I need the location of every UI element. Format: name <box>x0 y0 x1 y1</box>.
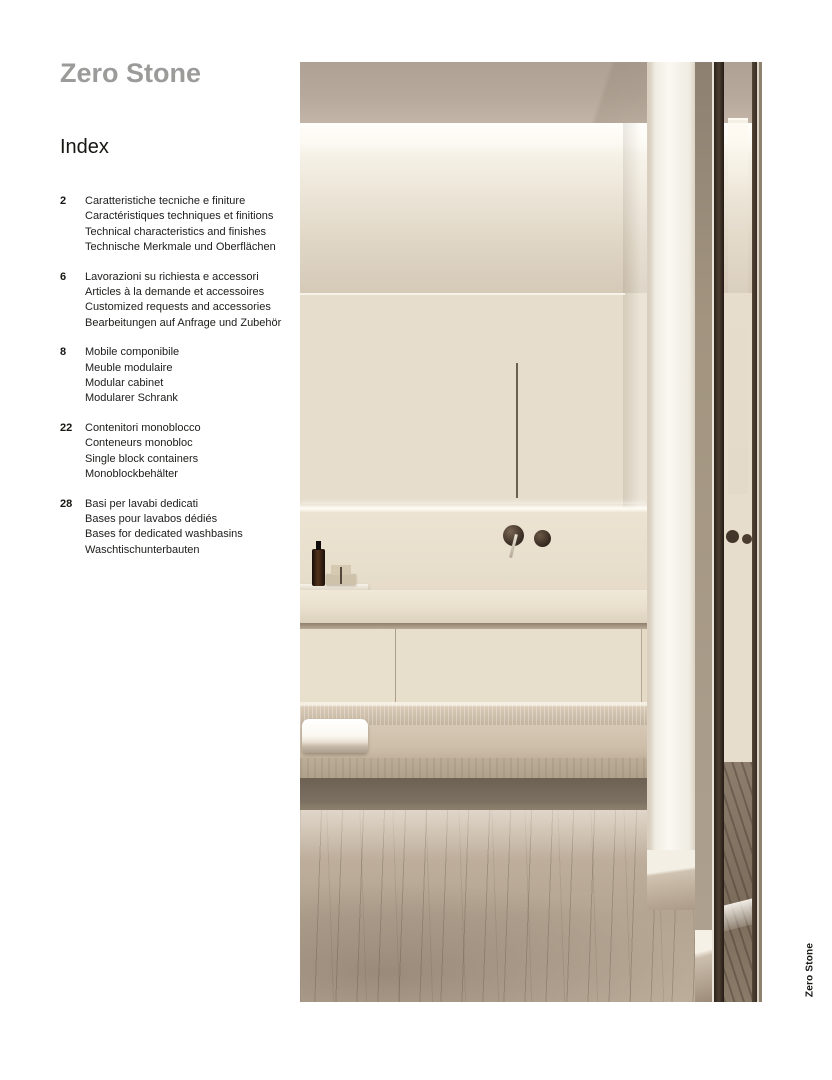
toc-line-fr: Caractéristiques techniques et finitions <box>85 210 274 223</box>
photo-partition-baseboard <box>695 930 712 1002</box>
toc-entry-lines <box>85 270 281 332</box>
toc-entry-accessories[interactable] <box>60 270 295 332</box>
toc-page-number: 8 <box>60 346 67 359</box>
toc-entry-lines <box>85 421 201 483</box>
photo-soap-bottle <box>312 549 325 586</box>
toc-page-number: 28 <box>60 497 73 510</box>
photo-reflected-faucet-a <box>726 530 739 543</box>
photo-mirror-top-edge <box>300 293 625 295</box>
photo-stone-drawer-fronts <box>300 629 653 702</box>
photo-wall-corner-shade <box>623 123 647 511</box>
toc-line-fr: Conteneurs monobloc <box>85 437 193 450</box>
toc-line-it: Mobile componibile <box>85 346 180 359</box>
index-heading: Index <box>60 136 109 158</box>
photo-folded-towel <box>302 719 368 753</box>
toc-line-en: Technical characteristics and finishes <box>85 225 266 238</box>
toc-page-number: 2 <box>60 195 67 207</box>
toc-line-fr: Bases pour lavabos dédiés <box>85 512 218 525</box>
toc-line-de: Modularer Schrank <box>85 392 178 405</box>
toc-entry-monoblock-containers[interactable] <box>60 421 295 483</box>
photo-bench-front <box>300 758 647 778</box>
photo-faucet-handle <box>534 530 551 547</box>
toc-line-it: Contenitori monoblocco <box>85 421 201 434</box>
photo-soap-dish-slot <box>340 567 342 584</box>
photo-mirror-bottom-light <box>300 504 647 512</box>
photo-partition-wall-edge <box>695 62 712 930</box>
index-column <box>60 58 295 572</box>
photo-reflected-faucet-b <box>742 534 752 544</box>
catalog-photo <box>300 62 762 1002</box>
toc-line-en: Single block containers <box>85 452 199 465</box>
toc-line-de: Bearbeitungen auf Anfrage und Zubehör <box>85 316 282 329</box>
toc-line-en: Modular cabinet <box>85 377 164 390</box>
toc-line-de: Waschtischunterbauten <box>85 543 200 556</box>
photo-white-pillar <box>647 62 695 862</box>
photo-bench-shadow <box>300 778 647 812</box>
toc-entry-lines <box>85 194 276 256</box>
toc-line-fr: Meuble modulaire <box>85 361 173 374</box>
photo-soap-bottle-cap <box>316 541 321 550</box>
toc-line-it: Caratteristiche tecniche e finiture <box>85 195 246 207</box>
vertical-brand-label: Zero Stone <box>804 942 816 998</box>
toc-entry-lines <box>85 345 179 407</box>
toc-line-de: Technische Merkmale und Oberflächen <box>85 241 276 254</box>
toc-entry-modular-cabinet[interactable] <box>60 345 295 407</box>
toc-line-en: Customized requests and accessories <box>85 301 271 314</box>
photo-mirror-reflected-handle <box>516 363 518 498</box>
toc-line-it: Lavorazioni su richiesta e accessori <box>85 270 259 283</box>
toc-entry-washbasin-bases[interactable] <box>60 497 295 559</box>
photo-reflected-floor <box>724 762 752 1002</box>
photo-glass-highlight <box>728 118 748 494</box>
toc-line-de: Monoblockbehälter <box>85 468 178 481</box>
photo-stone-countertop <box>300 590 653 623</box>
photo-partition-bronze-frame <box>714 62 724 1002</box>
photo-mirror <box>300 293 625 511</box>
toc-entry-lines <box>85 497 243 559</box>
toc-line-fr: Articles à la demande et accessoires <box>85 286 265 299</box>
toc-entry-characteristics[interactable] <box>60 194 295 256</box>
toc-page-number: 6 <box>60 270 67 283</box>
photo-pillar-base <box>647 850 695 910</box>
photo-partition-outer-edge <box>759 62 762 1002</box>
brand-title: Zero Stone <box>60 58 202 88</box>
toc-page-number: 22 <box>60 421 73 434</box>
toc-line-it: Basi per lavabi dedicati <box>85 497 199 510</box>
table-of-contents <box>60 194 295 572</box>
toc-line-en: Bases for dedicated washbasins <box>85 528 243 541</box>
